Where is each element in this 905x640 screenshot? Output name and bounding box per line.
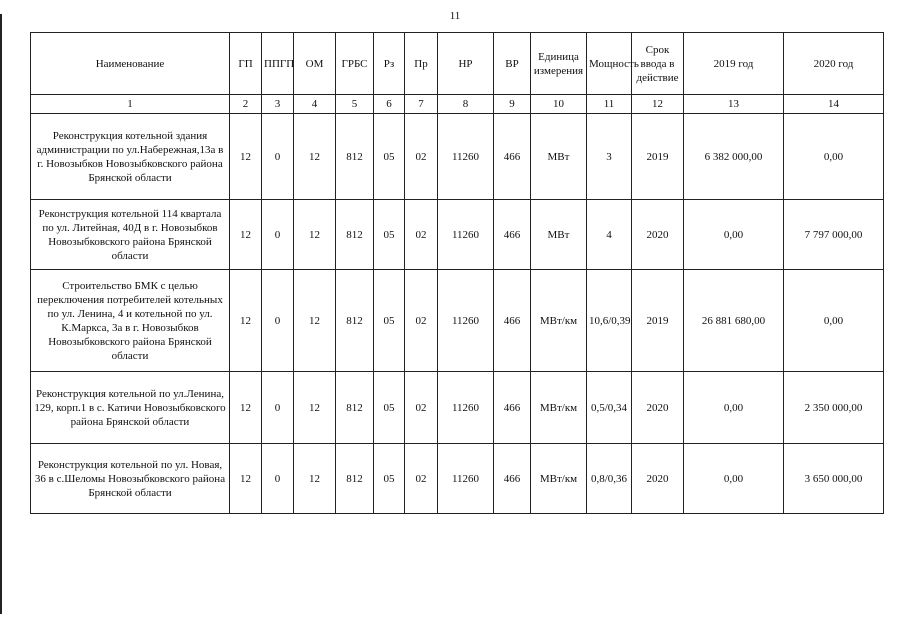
cell-rz: 05 bbox=[374, 114, 405, 200]
cell-nr: 11260 bbox=[438, 270, 494, 372]
column-number: 3 bbox=[262, 95, 294, 114]
cell-power: 10,6/0,39 bbox=[587, 270, 632, 372]
header-cell: Пр bbox=[405, 33, 438, 95]
cell-vr: 466 bbox=[494, 270, 531, 372]
cell-nr: 11260 bbox=[438, 200, 494, 270]
cell-vr: 466 bbox=[494, 372, 531, 444]
row-name: Реконструкция котельной здания администрации по ул.Набережная,13а в г. Новозыбков Новозыбковского района Брянской области bbox=[31, 114, 230, 200]
column-number: 6 bbox=[374, 95, 405, 114]
scan-edge-line bbox=[0, 14, 2, 614]
cell-gp: 12 bbox=[230, 200, 262, 270]
cell-grbs: 812 bbox=[336, 444, 374, 514]
cell-2019: 0,00 bbox=[684, 372, 784, 444]
table-row bbox=[31, 114, 884, 200]
column-number: 11 bbox=[587, 95, 632, 114]
cell-gp: 12 bbox=[230, 372, 262, 444]
cell-nr: 11260 bbox=[438, 372, 494, 444]
cell-ppgp: 0 bbox=[262, 444, 294, 514]
cell-gp: 12 bbox=[230, 114, 262, 200]
header-cell: ОМ bbox=[294, 33, 336, 95]
cell-2019: 6 382 000,00 bbox=[684, 114, 784, 200]
cell-rz: 05 bbox=[374, 200, 405, 270]
cell-pr: 02 bbox=[405, 372, 438, 444]
cell-2019: 26 881 680,00 bbox=[684, 270, 784, 372]
cell-pr: 02 bbox=[405, 114, 438, 200]
cell-2020: 2 350 000,00 bbox=[784, 372, 884, 444]
page-number: 11 bbox=[449, 10, 461, 22]
header-cell: ППГП bbox=[262, 33, 294, 95]
row-name: Строительство БМК с целью переключения потребителей котельных по ул. Ленина, 4 и котельной по ул. К.Маркса, 3а в г. Новозыбков Новозыбковского района Брянской области bbox=[31, 270, 230, 372]
cell-om: 12 bbox=[294, 114, 336, 200]
column-number: 1 bbox=[31, 95, 230, 114]
cell-2019: 0,00 bbox=[684, 200, 784, 270]
header-cell: Единица измерения bbox=[531, 33, 587, 95]
cell-power: 0,8/0,36 bbox=[587, 444, 632, 514]
cell-grbs: 812 bbox=[336, 200, 374, 270]
header-cell: 2019 год bbox=[684, 33, 784, 95]
cell-2020: 3 650 000,00 bbox=[784, 444, 884, 514]
header-cell: ВР bbox=[494, 33, 531, 95]
cell-unit: МВт bbox=[531, 114, 587, 200]
header-cell: Срок ввода в действие bbox=[632, 33, 684, 95]
cell-term: 2020 bbox=[632, 444, 684, 514]
cell-ppgp: 0 bbox=[262, 114, 294, 200]
column-number: 2 bbox=[230, 95, 262, 114]
cell-grbs: 812 bbox=[336, 270, 374, 372]
cell-unit: МВт/км bbox=[531, 444, 587, 514]
cell-om: 12 bbox=[294, 200, 336, 270]
column-number: 10 bbox=[531, 95, 587, 114]
column-number: 7 bbox=[405, 95, 438, 114]
column-number: 14 bbox=[784, 95, 884, 114]
column-number: 4 bbox=[294, 95, 336, 114]
cell-grbs: 812 bbox=[336, 114, 374, 200]
header-cell: Мощность bbox=[587, 33, 632, 95]
row-name: Реконструкция котельной по ул. Новая, 36 в с.Шеломы Новозыбковского района Брянской области bbox=[31, 444, 230, 514]
row-name: Реконструкция котельной по ул.Ленина, 129, корп.1 в с. Катичи Новозыбковского района Брянской области bbox=[31, 372, 230, 444]
cell-term: 2019 bbox=[632, 270, 684, 372]
table-row bbox=[31, 270, 884, 372]
cell-unit: МВт bbox=[531, 200, 587, 270]
cell-power: 4 bbox=[587, 200, 632, 270]
cell-om: 12 bbox=[294, 444, 336, 514]
cell-grbs: 812 bbox=[336, 372, 374, 444]
cell-ppgp: 0 bbox=[262, 372, 294, 444]
column-number: 12 bbox=[632, 95, 684, 114]
table-row bbox=[31, 200, 884, 270]
cell-om: 12 bbox=[294, 270, 336, 372]
cell-unit: МВт/км bbox=[531, 270, 587, 372]
cell-term: 2019 bbox=[632, 114, 684, 200]
cell-2020: 0,00 bbox=[784, 270, 884, 372]
cell-pr: 02 bbox=[405, 270, 438, 372]
cell-om: 12 bbox=[294, 372, 336, 444]
column-number: 8 bbox=[438, 95, 494, 114]
cell-nr: 11260 bbox=[438, 444, 494, 514]
cell-rz: 05 bbox=[374, 444, 405, 514]
cell-ppgp: 0 bbox=[262, 200, 294, 270]
cell-2019: 0,00 bbox=[684, 444, 784, 514]
cell-2020: 7 797 000,00 bbox=[784, 200, 884, 270]
cell-2020: 0,00 bbox=[784, 114, 884, 200]
cell-power: 3 bbox=[587, 114, 632, 200]
cell-rz: 05 bbox=[374, 372, 405, 444]
header-cell: 2020 год bbox=[784, 33, 884, 95]
cell-ppgp: 0 bbox=[262, 270, 294, 372]
cell-rz: 05 bbox=[374, 270, 405, 372]
cell-vr: 466 bbox=[494, 200, 531, 270]
header-cell: ГП bbox=[230, 33, 262, 95]
cell-term: 2020 bbox=[632, 372, 684, 444]
cell-vr: 466 bbox=[494, 444, 531, 514]
header-cell: Рз bbox=[374, 33, 405, 95]
column-number: 13 bbox=[684, 95, 784, 114]
cell-pr: 02 bbox=[405, 444, 438, 514]
cell-gp: 12 bbox=[230, 444, 262, 514]
cell-term: 2020 bbox=[632, 200, 684, 270]
cell-nr: 11260 bbox=[438, 114, 494, 200]
table-row bbox=[31, 444, 884, 514]
column-number-row bbox=[31, 95, 884, 114]
cell-power: 0,5/0,34 bbox=[587, 372, 632, 444]
header-cell: ГРБС bbox=[336, 33, 374, 95]
header-cell: НР bbox=[438, 33, 494, 95]
cell-gp: 12 bbox=[230, 270, 262, 372]
column-number: 9 bbox=[494, 95, 531, 114]
column-number: 5 bbox=[336, 95, 374, 114]
header-cell: Наименование bbox=[31, 33, 230, 95]
cell-unit: МВт/км bbox=[531, 372, 587, 444]
header-row bbox=[31, 33, 884, 95]
budget-table bbox=[30, 32, 884, 514]
table-row bbox=[31, 372, 884, 444]
cell-vr: 466 bbox=[494, 114, 531, 200]
row-name: Реконструкция котельной 114 квартала по ул. Литейная, 40Д в г. Новозыбков Новозыбковского района Брянской области bbox=[31, 200, 230, 270]
cell-pr: 02 bbox=[405, 200, 438, 270]
